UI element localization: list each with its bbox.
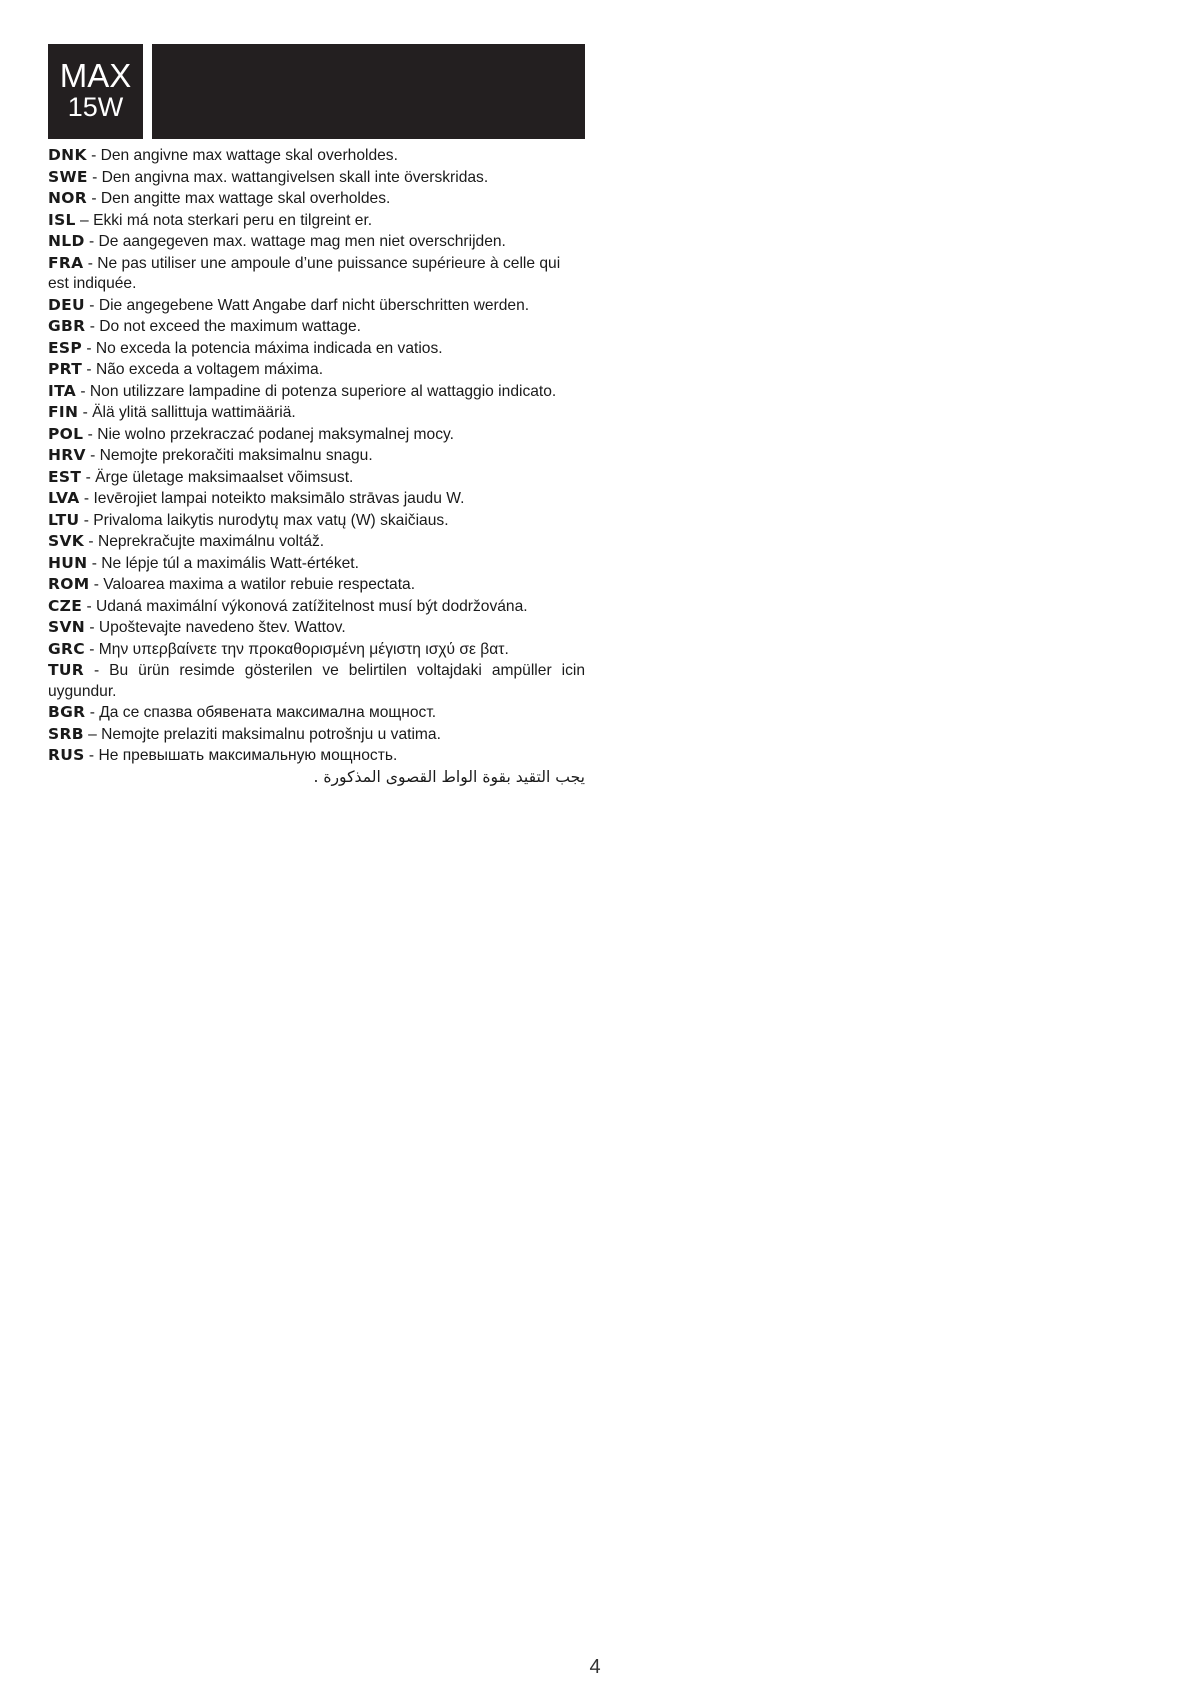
- warning-text: Nemojte prelaziti maksimalnu potrošnju u vatima.: [101, 725, 441, 743]
- warning-item-hrv: [48, 445, 585, 467]
- language-code: ESP: [48, 338, 83, 357]
- separator: -: [87, 554, 102, 572]
- warning-text: Die angegebene Watt Angabe darf nicht überschritten werden.: [98, 296, 530, 314]
- language-code: GRC: [48, 639, 85, 658]
- warning-item-est: [48, 467, 585, 489]
- separator: -: [84, 747, 99, 764]
- separator: -: [87, 168, 102, 186]
- separator: -: [82, 361, 96, 378]
- separator: -: [81, 468, 96, 486]
- language-code: ITA: [48, 381, 77, 400]
- badge-wattage-value: 15W: [67, 92, 124, 122]
- separator: –: [83, 725, 102, 743]
- language-code: SWE: [48, 167, 88, 186]
- warning-item-tur: [48, 660, 585, 702]
- language-code: NLD: [48, 232, 85, 250]
- language-code: ISL: [48, 210, 76, 229]
- warning-item-deu: [48, 295, 585, 317]
- warning-item-gbr: [48, 316, 585, 338]
- warning-item-cze: [48, 596, 585, 618]
- warning-item-hun: [48, 553, 585, 575]
- warning-text: Den angitte max wattage skal overholdes.: [100, 190, 391, 207]
- warning-text: Ekki má nota sterkari peru en tilgreint er.: [93, 211, 373, 229]
- warning-item-pol: [48, 424, 585, 446]
- language-code: NOR: [48, 189, 87, 207]
- warning-text: No exceda la potencia máxima indicada en vatios.: [95, 339, 443, 357]
- separator: -: [79, 490, 94, 507]
- warning-item-bgr: [48, 702, 585, 724]
- separator: -: [85, 619, 99, 636]
- warning-text: Ärge ületage maksimaalset võimsust.: [95, 468, 354, 486]
- max-wattage-badge: [48, 44, 143, 139]
- warning-text: Do not exceed the maximum wattage.: [99, 318, 361, 335]
- warning-item-prt: [48, 359, 585, 381]
- language-code: TUR: [48, 661, 84, 679]
- language-code: RUS: [48, 746, 85, 764]
- warning-text: Den angivne max wattage skal overholdes.: [100, 147, 398, 164]
- language-code: HRV: [48, 446, 86, 464]
- warning-item-fin: [48, 402, 585, 424]
- warning-item-grc: [48, 639, 585, 661]
- separator: -: [85, 447, 100, 464]
- separator: -: [76, 382, 90, 400]
- separator: -: [84, 640, 99, 658]
- separator: -: [89, 576, 104, 593]
- separator: -: [79, 511, 94, 529]
- language-code: HUN: [48, 553, 88, 572]
- warning-item-swe: [48, 167, 585, 189]
- language-code: CZE: [48, 596, 83, 615]
- warning-item-nor: [48, 188, 585, 210]
- separator: -: [86, 147, 101, 164]
- language-code: DEU: [48, 295, 85, 314]
- warning-text: De aangegeven max. wattage mag men niet overschrijden.: [98, 233, 506, 250]
- warning-text: Non utilizzare lampadine di potenza superiore al wattaggio indicato.: [89, 382, 557, 400]
- warning-text: Valoarea maxima a watilor rebuie respectata.: [103, 576, 416, 593]
- warning-item-ltu: [48, 510, 585, 532]
- warning-item-svk: [48, 531, 585, 553]
- warning-item-arabic: يجب التقيد بقوة الواط القصوى المذكورة .: [313, 767, 585, 786]
- separator: -: [84, 233, 99, 250]
- warning-list: [48, 145, 585, 787]
- separator: -: [86, 190, 101, 207]
- warning-item-lva: [48, 488, 585, 510]
- warning-text: Não exceda a voltagem máxima.: [95, 361, 324, 378]
- warning-item-rus: [48, 745, 585, 767]
- separator: -: [85, 318, 100, 335]
- warning-text: Не превышать максимальную мощность.: [98, 747, 398, 764]
- warning-text: Bu ürün resimde gösterilen ve belirtilen voltajdaki ampüller icin uygundur.: [48, 662, 585, 700]
- header-block: [48, 44, 585, 139]
- separator: -: [84, 296, 99, 314]
- language-code: SVK: [48, 532, 85, 550]
- warning-text: Nie wolno przekraczać podanej maksymalnej mocy.: [97, 425, 454, 443]
- language-code: FIN: [48, 403, 79, 421]
- separator: -: [78, 404, 93, 421]
- warning-text: Privaloma laikytis nurodytų max vatų (W) skaičiaus.: [93, 511, 449, 529]
- language-code: FRA: [48, 253, 84, 272]
- warning-text: Ievērojiet lampai noteikto maksimālo strāvas jaudu W.: [93, 490, 465, 507]
- badge-max-label: MAX: [59, 57, 132, 94]
- language-code: LTU: [48, 510, 80, 529]
- separator: -: [82, 597, 96, 615]
- page-number: 4: [589, 1656, 601, 1678]
- separator: -: [83, 425, 98, 443]
- warning-item-dnk: [48, 145, 585, 167]
- warning-text: Upoštevajte navedeno štev. Wattov.: [98, 619, 346, 636]
- language-code: GBR: [48, 317, 86, 335]
- warning-item-rom: [48, 574, 585, 596]
- language-code: LVA: [48, 489, 80, 507]
- dark-header-panel: [152, 44, 585, 139]
- separator: –: [75, 211, 94, 229]
- warning-text: Den angivna max. wattangivelsen skall inte överskridas.: [101, 168, 489, 186]
- warning-item-fra: [48, 253, 585, 295]
- separator: -: [85, 704, 100, 721]
- warning-text: Nemojte prekoračiti maksimalnu snagu.: [99, 447, 373, 464]
- warning-text: Udaná maximální výkonová zatížitelnost musí být dodržována.: [95, 597, 528, 615]
- warning-item-isl: [48, 210, 585, 232]
- language-code: SVN: [48, 618, 86, 636]
- warning-item-esp: [48, 338, 585, 360]
- warning-text: Ne pas utiliser une ampoule d’une puissance supérieure à celle qui est indiquée.: [48, 254, 561, 292]
- warning-item-srb: [48, 724, 585, 746]
- warning-text: Älä ylitä sallittuja wattimääriä.: [92, 404, 296, 421]
- language-code: BGR: [48, 703, 86, 721]
- warning-item-ita: [48, 381, 585, 403]
- language-code: EST: [48, 467, 82, 486]
- language-code: DNK: [48, 146, 87, 164]
- warning-item-nld: [48, 231, 585, 253]
- separator: -: [84, 662, 110, 679]
- warning-text: Да се спазва обявената максимална мощност.: [99, 704, 437, 721]
- warning-text: Μην υπερβαίνετε την προκαθορισμένη μέγιστη ισχύ σε βατ.: [98, 640, 509, 658]
- warning-text: Ne lépje túl a maximális Watt-értéket.: [101, 554, 359, 572]
- language-code: POL: [48, 424, 84, 443]
- warning-item-svn: [48, 617, 585, 639]
- language-code: PRT: [48, 360, 83, 378]
- language-code: ROM: [48, 575, 90, 593]
- separator: -: [84, 533, 98, 550]
- separator: -: [82, 339, 96, 357]
- warning-text: Neprekračujte maximálnu voltáž.: [97, 533, 325, 550]
- separator: -: [83, 254, 98, 272]
- language-code: SRB: [48, 724, 84, 743]
